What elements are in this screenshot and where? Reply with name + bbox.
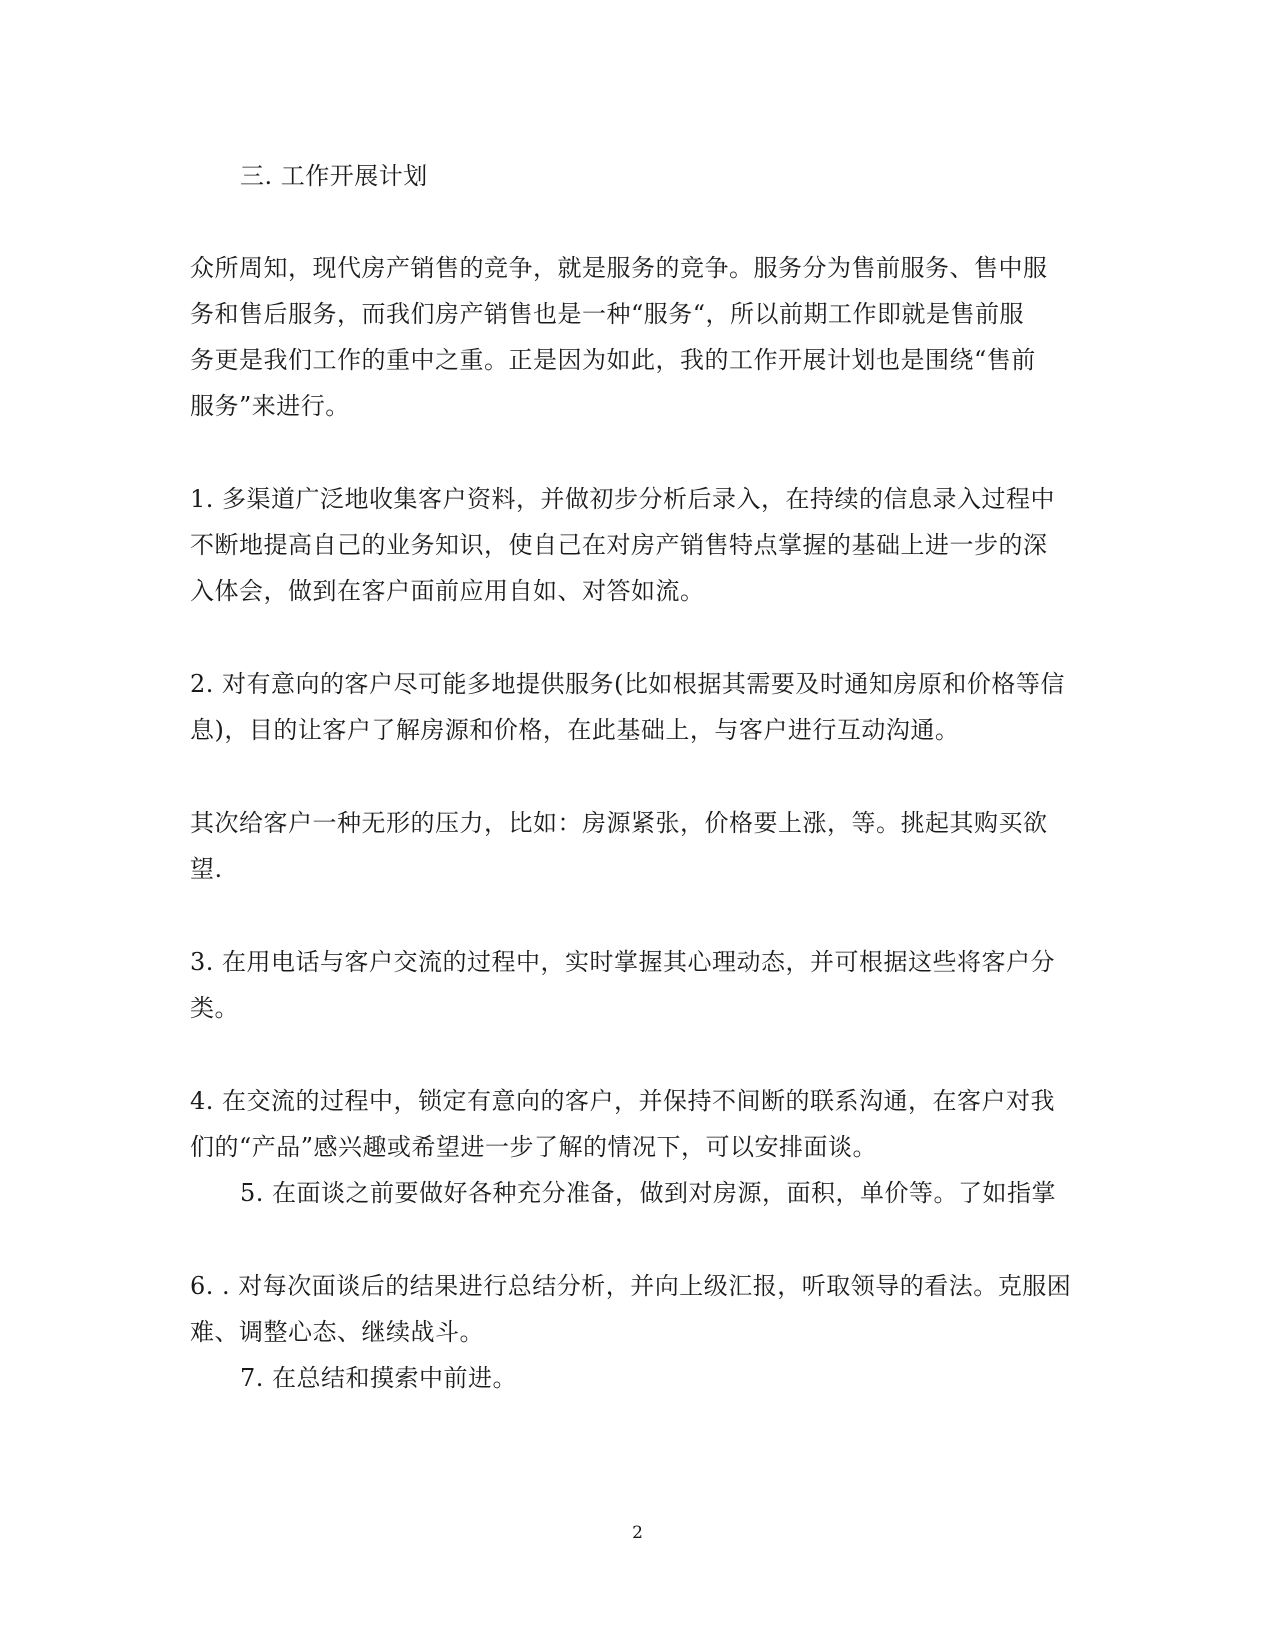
paragraph-line: 其次给客户一种无形的压力，比如：房源紧张，价格要上涨，等。挑起其购买欲 xyxy=(190,809,1048,837)
paragraph-line: 4. 在交流的过程中，锁定有意向的客户，并保持不间断的联系沟通，在客户对我 xyxy=(190,1087,1056,1115)
paragraph-line: 众所周知，现代房产销售的竞争，就是服务的竞争。服务分为售前服务、售中服 xyxy=(190,254,1048,282)
paragraph-line: 望. xyxy=(190,855,223,883)
paragraph-line: 入体会，做到在客户面前应用自如、对答如流。 xyxy=(190,577,705,605)
paragraph-line: 不断地提高自己的业务知识，使自己在对房产销售特点掌握的基础上进一步的深 xyxy=(190,531,1048,559)
paragraph-line: 服务”来进行。 xyxy=(190,392,350,420)
paragraph-line: 们的“产品”感兴趣或希望进一步了解的情况下，可以安排面谈。 xyxy=(190,1133,878,1161)
paragraph-line: 1. 多渠道广泛地收集客户资料，并做初步分析后录入，在持续的信息录入过程中 xyxy=(190,485,1056,513)
paragraph-line: 难、调整心态、继续战斗。 xyxy=(190,1318,484,1346)
paragraph-line: 类。 xyxy=(190,994,239,1022)
paragraph-line: 务更是我们工作的重中之重。正是因为如此，我的工作开展计划也是围绕“售前 xyxy=(190,346,1036,374)
paragraph-line: 息)，目的让客户了解房源和价格，在此基础上，与客户进行互动沟通。 xyxy=(190,716,960,744)
paragraph-line: 务和售后服务，而我们房产销售也是一种“服务“，所以前期工作即就是售前服 xyxy=(190,300,1025,328)
paragraph-line: 3. 在用电话与客户交流的过程中，实时掌握其心理动态，并可根据这些将客户分 xyxy=(190,948,1056,976)
paragraph-line: 6. . 对每次面谈后的结果进行总结分析，并向上级汇报，听取领导的看法。克服困 xyxy=(190,1272,1072,1300)
paragraph-line: 2. 对有意向的客户尽可能多地提供服务(比如根据其需要及时通知房原和价格等信 xyxy=(190,670,1065,698)
section-heading: 三. 工作开展计划 xyxy=(240,162,428,190)
paragraph-line: 7. 在总结和摸索中前进。 xyxy=(240,1364,518,1392)
page-number: 2 xyxy=(632,1523,643,1543)
paragraph-line: 5. 在面谈之前要做好各种充分准备，做到对房源，面积，单价等。了如指掌 xyxy=(240,1179,1057,1207)
